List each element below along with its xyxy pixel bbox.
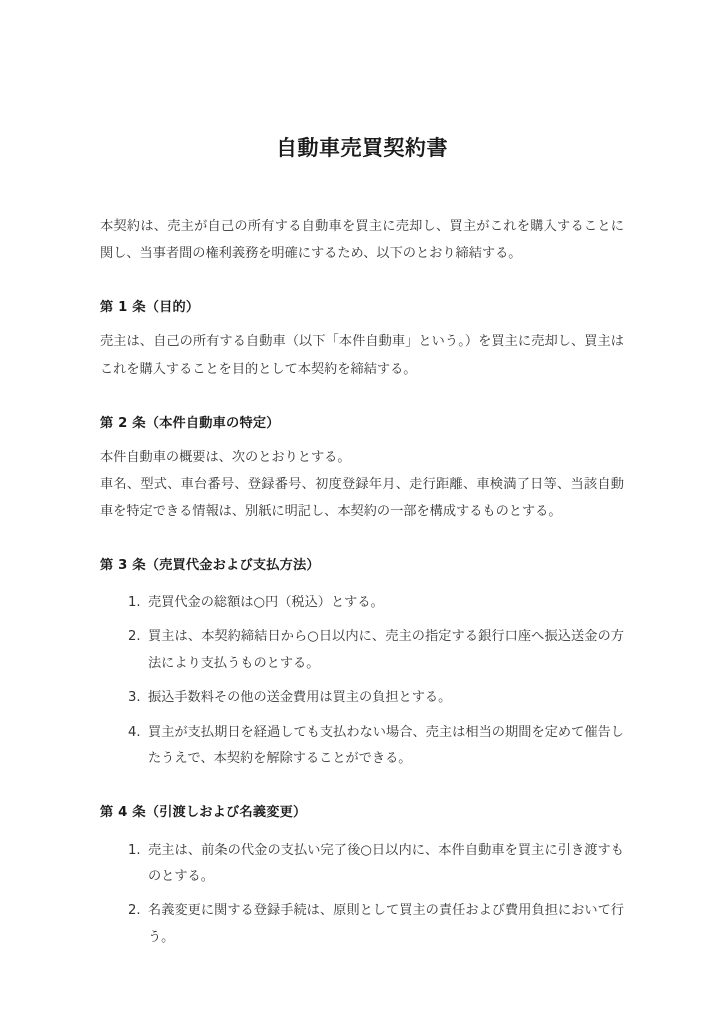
article-heading-3: 第 3 条（売買代金および支払方法）: [100, 557, 320, 573]
list-item: 買主は、本契約締結日から○日以内に、売主の指定する銀行口座へ振込送金の方法により支払うものとする。: [148, 629, 624, 671]
article-section-1: [100, 267, 624, 382]
list-item: 名義変更に関する登録手続は、原則として買主の責任および費用負担において行う。: [148, 903, 624, 945]
article-heading-1: 第 1 条（目的）: [100, 300, 200, 316]
article-item-list: [100, 824, 624, 952]
article-section-4: [100, 772, 624, 951]
article-paragraph: 本件自動車の概要は、次のとおりとする。: [100, 449, 351, 465]
preamble-paragraph: 本契約は、売主が自己の所有する自動車を買主に売却し、買主がこれを購入することに関し、当事者間の権利義務を明確にするため、以下のとおり締結する。: [100, 219, 624, 262]
article-paragraph: 車名、型式、車台番号、登録番号、初度登録年月、走行距離、車検満了日等、当該自動車を特定できる情報は、別紙に明記し、本契約の一部を構成するものとする。: [100, 476, 624, 519]
list-item: 買主が支払期日を経過しても支払わない場合、売主は相当の期間を定めて催告したうえで、本契約を解除することができる。: [148, 724, 624, 767]
article-heading-4: 第 4 条（引渡しおよび名義変更）: [100, 805, 307, 821]
article-heading-2: 第 2 条（本件自動車の特定）: [100, 415, 280, 431]
article-section-2: [100, 383, 624, 525]
article-item-list: [100, 576, 624, 772]
article-paragraph: 売主は、自己の所有する自動車（以下「本件自動車」という。）を買主に売却し、買主はこれを購入することを目的として本契約を締結する。: [100, 334, 624, 377]
article-section-3: [100, 525, 624, 773]
list-item: 売買代金の総額は○円（税込）とする。: [148, 595, 384, 610]
list-item: 振込手数料その他の送金費用は買主の負担とする。: [148, 690, 452, 706]
list-item: 売主は、前条の代金の支払い完了後○日以内に、本件自動車を買主に引き渡すものとする。: [148, 842, 624, 884]
page-title: 自動車売買契約書: [276, 136, 448, 160]
